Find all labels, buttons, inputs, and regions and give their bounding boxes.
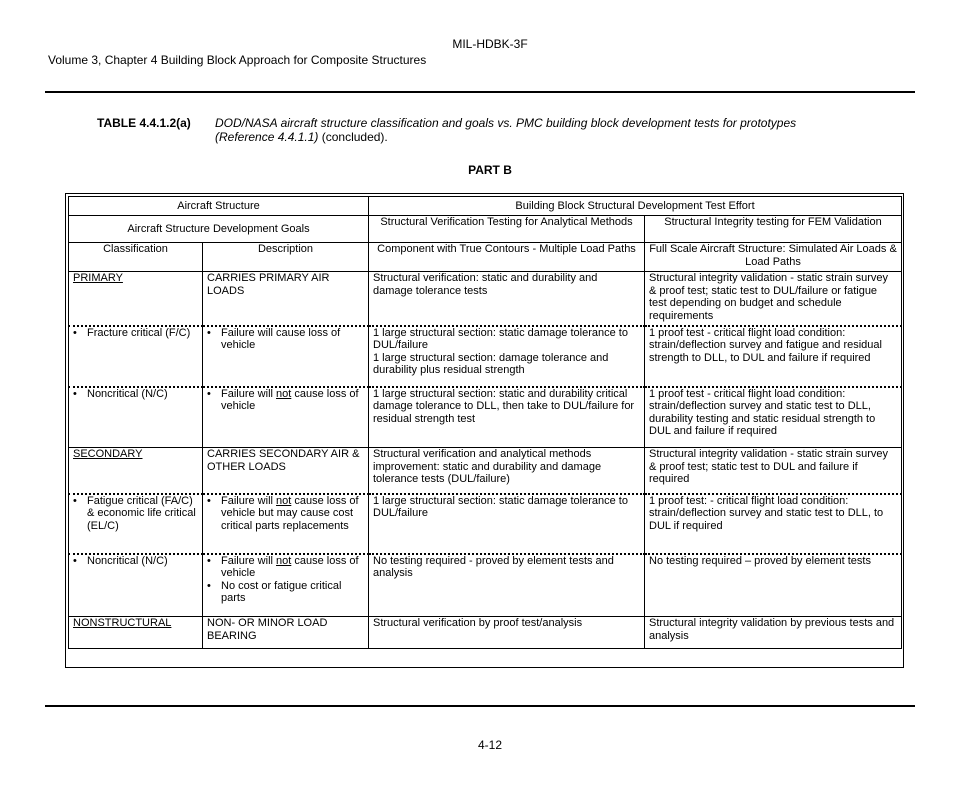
verification-cell: 1 large structural section: static and durability critical damage tolerance to DLL, then take to DUL/failure for residual strength test (369, 387, 645, 448)
table-title-suffix: (concluded). (318, 130, 388, 144)
description-text: Failure will (221, 494, 277, 507)
table-row (69, 617, 902, 649)
classification-primary: PRIMARY (73, 272, 123, 284)
classification-secondary: SECONDARY (73, 448, 143, 460)
integrity-cell: Structural integrity validation - static strain survey & proof test; static test to DUL and failure if required (645, 448, 902, 494)
integrity-cell: No testing required – proved by element tests (645, 554, 902, 617)
emphasis-not: not (276, 494, 292, 507)
part-heading: PART B (468, 163, 512, 177)
table-row (69, 272, 902, 326)
verification-cell: Structural verification and analytical methods improvement: static and durability and damage tolerance tests (DUL/failure) (369, 448, 645, 494)
verification-cell: Structural verification: static and durability and damage tolerance tests (369, 272, 645, 326)
table-title (215, 116, 835, 144)
header-test-effort: Building Block Structural Development Test Effort (369, 197, 902, 216)
header-integrity-testing: Structural Integrity testing for FEM Validation (645, 216, 902, 243)
bullet-icon: • (73, 387, 77, 400)
classification-cell: Fracture critical (F/C) (87, 326, 191, 339)
emphasis-not: not (276, 554, 292, 567)
table-row (69, 326, 902, 387)
page-number: 4-12 (477, 738, 503, 752)
table-row (69, 387, 902, 448)
table-label: TABLE 4.4.1.2(a) (97, 116, 191, 130)
header-full-scale: Full Scale Aircraft Structure: Simulated Air Loads & Load Paths (645, 243, 902, 272)
description-text: Failure will (221, 387, 277, 400)
bullet-icon: • (207, 494, 211, 507)
classification-cell: Noncritical (N/C) (87, 554, 168, 567)
integrity-cell: 1 proof test - critical flight load condition: strain/deflection survey and static test to DLL, durability testing and static residual strength to DUL and failure if required (645, 387, 902, 448)
header-rule (45, 91, 915, 93)
footer-rule (45, 705, 915, 707)
bullet-icon: • (207, 579, 211, 592)
description-cell: Failure will cause loss of vehicle (221, 326, 341, 351)
bullet-icon: • (207, 554, 211, 567)
bullet-icon: • (207, 387, 211, 400)
header-aircraft-structure: Aircraft Structure (69, 197, 369, 216)
emphasis-not: not (276, 387, 292, 400)
table-title-italic: DOD/NASA aircraft structure classification and goals vs. PMC building block development tests for prototypes (Reference 4.4.1.1) (215, 116, 797, 144)
verification-cell: No testing required - proved by element tests and analysis (369, 554, 645, 617)
document-id: MIL-HDBK-3F (452, 37, 528, 51)
header-development-goals: Aircraft Structure Development Goals (69, 216, 369, 243)
description-cell (221, 495, 364, 533)
bullet-icon: • (73, 326, 77, 339)
table-row (69, 448, 902, 494)
header-verification-testing: Structural Verification Testing for Analytical Methods (369, 216, 645, 243)
verification-cell: 1 large structural section: static damage tolerance to DUL/failure (369, 494, 645, 554)
classification-cell: Noncritical (N/C) (87, 387, 168, 400)
bullet-icon: • (73, 494, 77, 507)
integrity-cell: 1 proof test - critical flight load condition: strain/deflection survey and fatigue and residual strength to DLL, to DUL and failure if required (645, 326, 902, 387)
integrity-cell: Structural integrity validation - static strain survey & proof test; static test to DUL/failure or fatigue test depending on budget and schedule requirements (645, 272, 902, 326)
description-text: cause loss of vehicle (221, 387, 359, 412)
integrity-cell: 1 proof test: - critical flight load condition: strain/deflection survey and static test to DLL, to DUL if required (645, 494, 902, 554)
description-text: Failure will (221, 554, 277, 567)
integrity-cell: Structural integrity validation by previous tests and analysis (645, 617, 902, 649)
header-component: Component with True Contours - Multiple Load Paths (369, 243, 645, 272)
description-cell: CARRIES SECONDARY AIR & OTHER LOADS (203, 448, 369, 494)
description-cell: NON- OR MINOR LOAD BEARING (203, 617, 369, 649)
classification-nonstructural: NONSTRUCTURAL (73, 617, 172, 629)
description-cell (221, 388, 364, 413)
description-text: cause loss of vehicle (221, 554, 359, 579)
description-text: cause loss of vehicle but may cause cost critical parts replacements (221, 494, 359, 532)
verification-cell: Structural verification by proof test/analysis (369, 617, 645, 649)
bullet-icon: • (207, 326, 211, 339)
bullet-icon: • (73, 554, 77, 567)
description-cell: CARRIES PRIMARY AIR LOADS (203, 272, 369, 326)
header-classification: Classification (69, 243, 203, 272)
classification-cell: Fatigue critical (FA/C) & economic life critical (EL/C) (87, 494, 196, 532)
description-cell: No cost or fatigue critical parts (221, 579, 342, 604)
table-row (69, 554, 902, 617)
description-cell (221, 555, 364, 580)
verification-cell: 1 large structural section: static damage tolerance to DUL/failure 1 large structural section: damage tolerance and durability plus residual strength (369, 326, 645, 387)
chapter-heading: Volume 3, Chapter 4 Building Block Approach for Composite Structures (48, 53, 427, 67)
classification-table (65, 193, 904, 668)
table-row (69, 494, 902, 554)
header-description: Description (203, 243, 369, 272)
